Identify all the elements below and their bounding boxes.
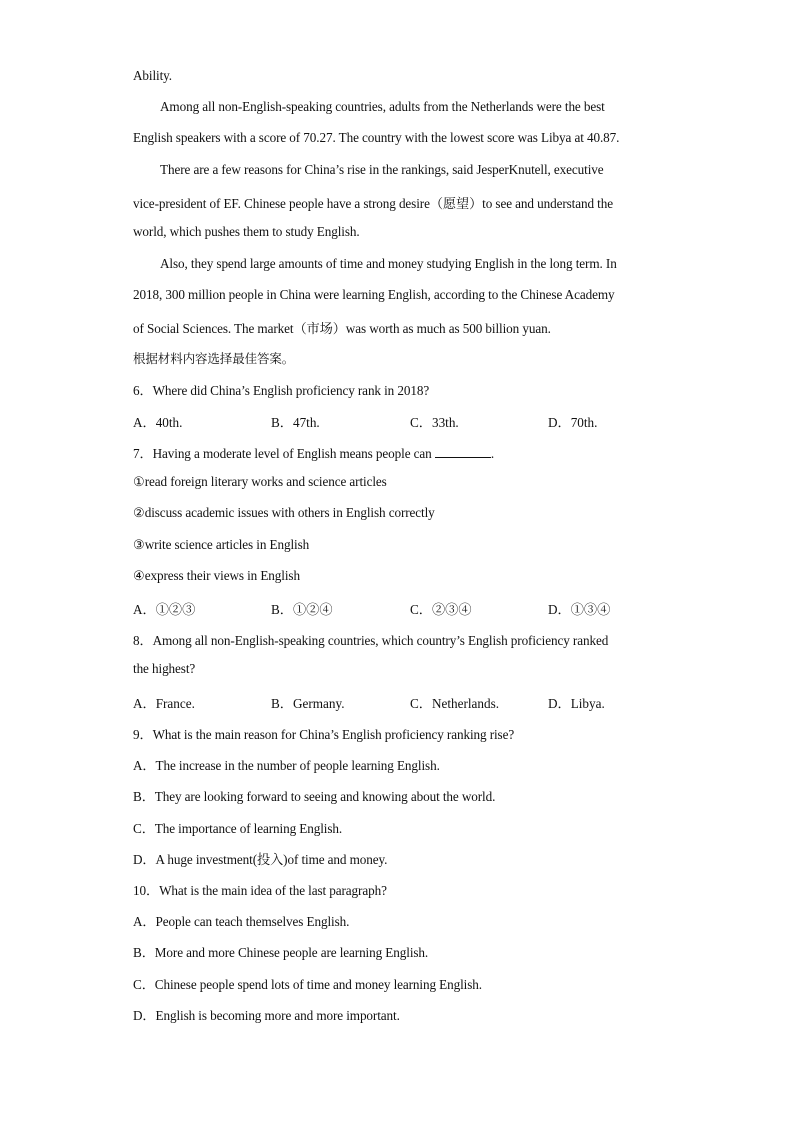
passage-fragment: Ability. xyxy=(133,68,173,83)
question-9-option-c[interactable]: C．The importance of learning English. xyxy=(133,821,343,836)
question-7-stem-end: . xyxy=(490,446,495,461)
question-8-option-b[interactable]: B．Germany. xyxy=(271,696,345,711)
question-7-option-c[interactable]: C．②③④ xyxy=(410,602,472,617)
question-7-item-2: ②discuss academic issues with others in English correctly xyxy=(133,505,435,520)
question-6-option-d[interactable]: D．70th. xyxy=(548,415,598,430)
paragraph-2-line-3: world, which pushes them to study English. xyxy=(133,224,360,239)
paragraph-3-line-1: Also, they spend large amounts of time and money studying English in the long term. In xyxy=(160,256,617,271)
question-7-item-1: ①read foreign literary works and science articles xyxy=(133,474,387,489)
question-8-option-a[interactable]: A．France. xyxy=(133,696,195,711)
question-8-stem-line-2: the highest? xyxy=(133,661,196,676)
question-9-option-a[interactable]: A．The increase in the number of people learning English. xyxy=(133,758,440,773)
paragraph-3-line-3: of Social Sciences. The market（市场）was worth as much as 500 billion yuan. xyxy=(133,321,551,336)
question-10-stem: 10．What is the main idea of the last paragraph? xyxy=(133,883,387,898)
question-7-stem-row xyxy=(133,443,494,462)
question-9-stem: 9．What is the main reason for China’s English proficiency ranking rise? xyxy=(133,727,515,742)
question-6-stem: 6．Where did China’s English proficiency rank in 2018? xyxy=(133,383,430,398)
question-7-item-4: ④express their views in English xyxy=(133,568,300,583)
paragraph-1-line-1: Among all non-English-speaking countries, adults from the Netherlands were the best xyxy=(160,99,605,114)
paragraph-2-line-2: vice-president of EF. Chinese people have a strong desire（愿望）to see and understand the xyxy=(133,196,613,211)
question-7-stem: 7．Having a moderate level of English means people can xyxy=(133,446,432,461)
paragraph-1-line-2: English speakers with a score of 70.27. The country with the lowest score was Libya at 40.87. xyxy=(133,130,620,145)
question-10-option-a[interactable]: A．People can teach themselves English. xyxy=(133,914,350,929)
question-9-option-b[interactable]: B．They are looking forward to seeing and knowing about the world. xyxy=(133,789,496,804)
question-9-option-d[interactable]: D．A huge investment(投入)of time and money. xyxy=(133,852,388,867)
question-8-option-d[interactable]: D．Libya. xyxy=(548,696,605,711)
question-10-option-b[interactable]: B．More and more Chinese people are learning English. xyxy=(133,945,429,960)
question-6-option-a[interactable]: A．40th. xyxy=(133,415,183,430)
question-7-option-b[interactable]: B．①②④ xyxy=(271,602,333,617)
answer-blank xyxy=(435,445,491,458)
question-10-option-c[interactable]: C．Chinese people spend lots of time and money learning English. xyxy=(133,977,482,992)
paragraph-3-line-2: 2018, 300 million people in China were learning English, according to the Chinese Academy xyxy=(133,287,615,302)
question-10-option-d[interactable]: D．English is becoming more and more important. xyxy=(133,1008,400,1023)
question-7-option-d[interactable]: D．①③④ xyxy=(548,602,611,617)
question-7-item-3: ③write science articles in English xyxy=(133,537,310,552)
paragraph-2-line-1: There are a few reasons for China’s rise in the rankings, said JesperKnutell, executive xyxy=(160,162,604,177)
instruction-heading: 根据材料内容选择最佳答案。 xyxy=(133,351,295,366)
question-6-option-c[interactable]: C．33th. xyxy=(410,415,459,430)
question-8-stem-line-1: 8．Among all non-English-speaking countries, which country’s English proficiency ranked xyxy=(133,633,609,648)
question-8-option-c[interactable]: C．Netherlands. xyxy=(410,696,499,711)
question-7-option-a[interactable]: A．①②③ xyxy=(133,602,196,617)
question-6-option-b[interactable]: B．47th. xyxy=(271,415,320,430)
